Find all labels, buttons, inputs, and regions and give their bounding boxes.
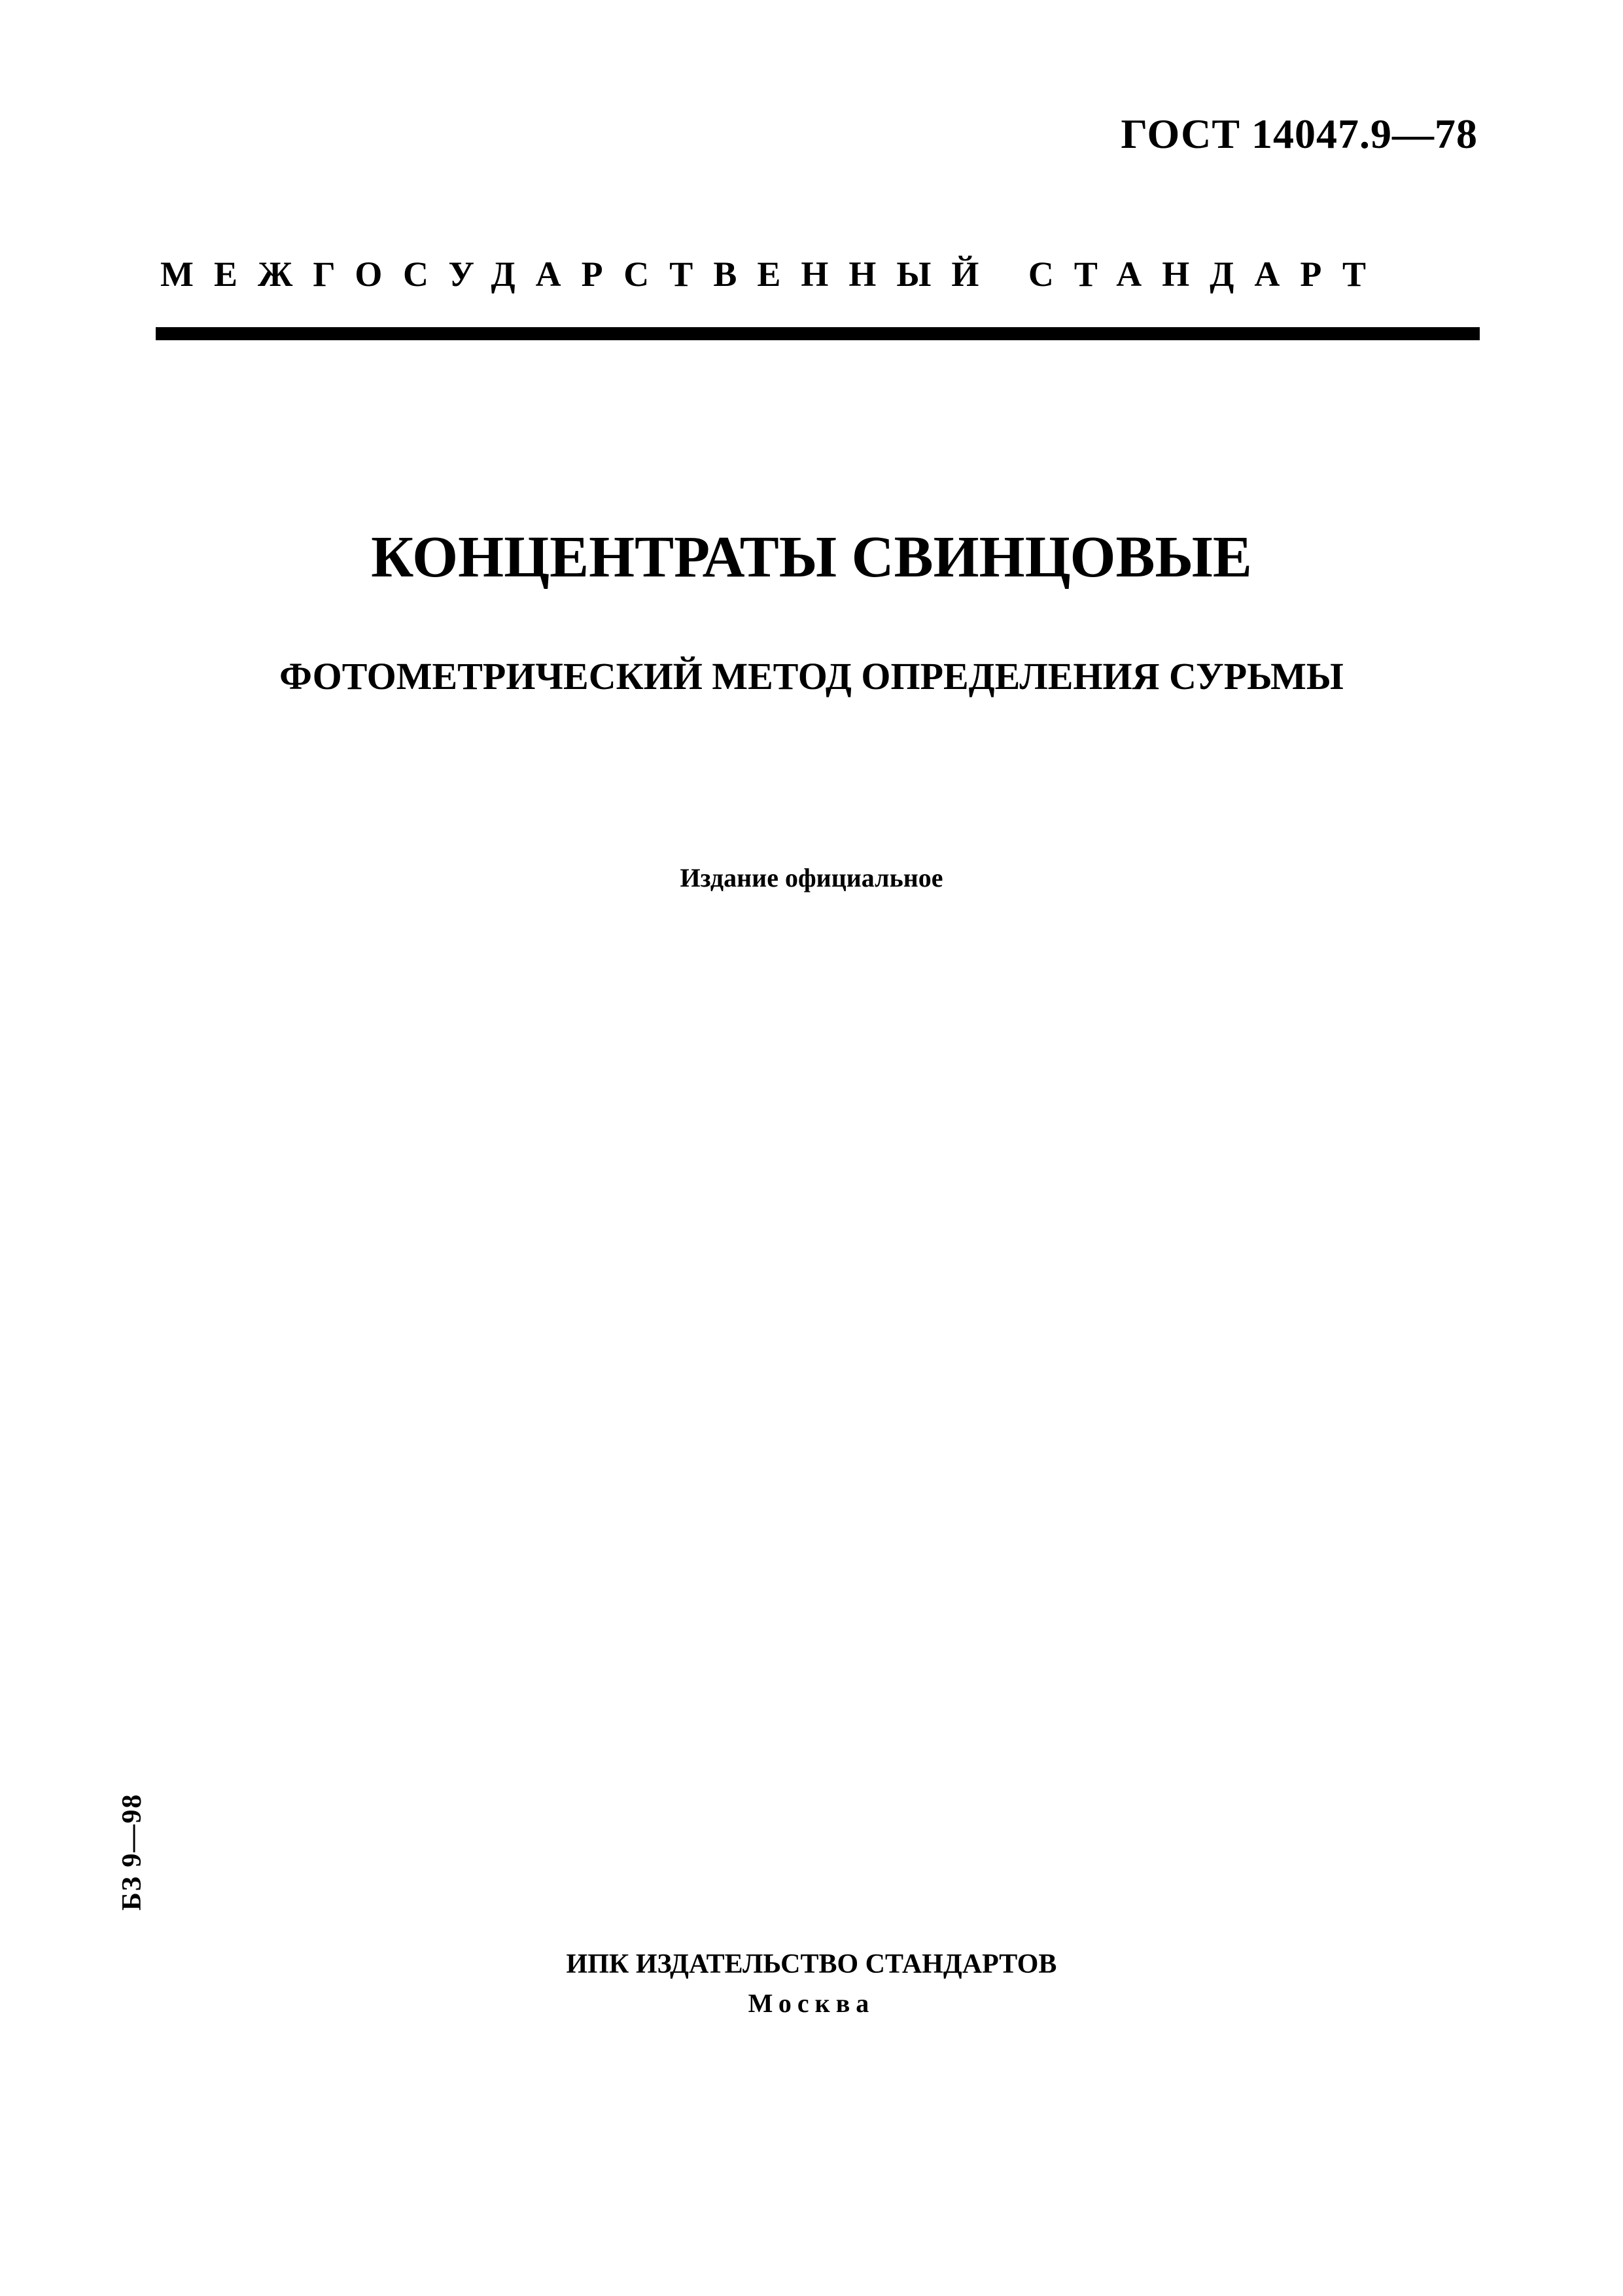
standard-type-heading: МЕЖГОСУДАРСТВЕННЫЙ СТАНДАРТ (160, 255, 1387, 294)
edition-label: Издание официальное (680, 863, 943, 892)
publisher-city: Москва (748, 1988, 875, 2018)
document-title: КОНЦЕНТРАТЫ СВИНЦОВЫЕ (371, 525, 1252, 590)
document-code: ГОСТ 14047.9—78 (1121, 111, 1478, 157)
publisher-name: ИПК ИЗДАТЕЛЬСТВО СТАНДАРТОВ (566, 1949, 1057, 1979)
side-code: БЗ 9—98 (117, 1793, 147, 1911)
document-subtitle: ФОТОМЕТРИЧЕСКИЙ МЕТОД ОПРЕДЕЛЕНИЯ СУРЬМЫ (279, 655, 1344, 698)
header-rule (156, 327, 1480, 340)
